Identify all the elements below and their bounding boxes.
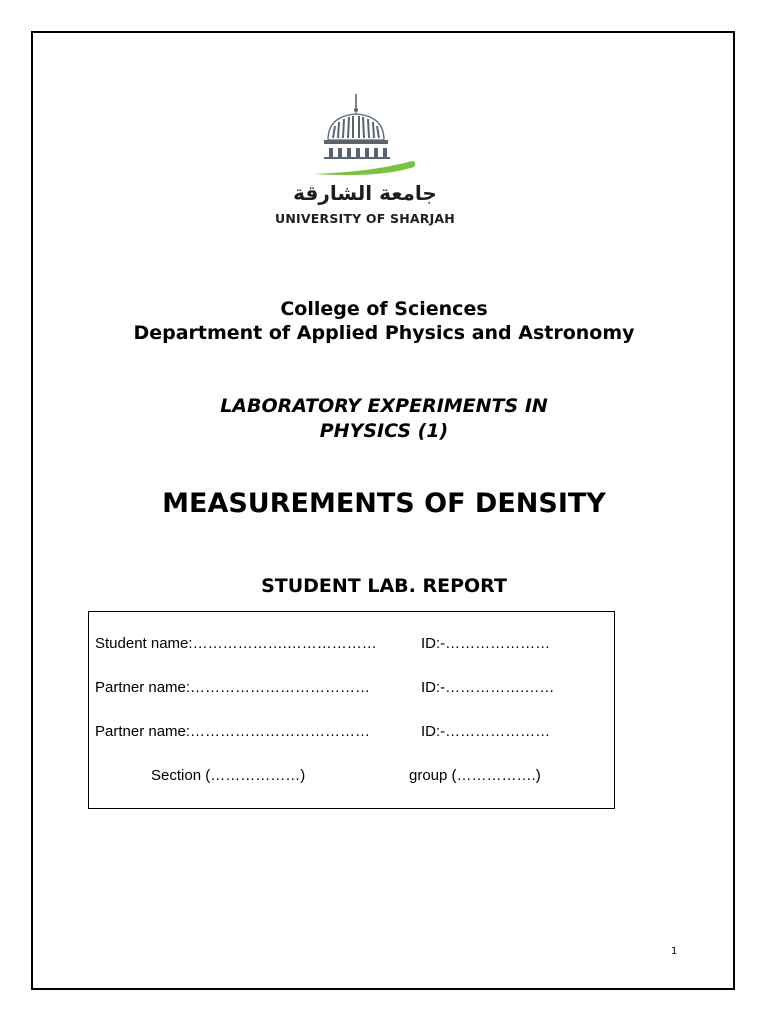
partner1-id-field[interactable]: ID:-…………….…… (421, 679, 555, 696)
logo-arabic-text: جامعة الشارقة (293, 181, 437, 205)
student-info-form (88, 611, 615, 809)
student-name-field[interactable]: Student name:……………….……………… (95, 635, 377, 652)
partner1-name-field[interactable]: Partner name:……………………………… (95, 679, 371, 696)
partner2-id-field[interactable]: ID:-………………… (421, 723, 551, 740)
college-name: College of Sciences (280, 298, 488, 320)
course-title-line2: PHYSICS (1) (319, 420, 449, 442)
group-field[interactable]: group (…………….) (409, 767, 541, 784)
logo-english-text: UNIVERSITY OF SHARJAH (275, 211, 455, 226)
university-logo (270, 90, 460, 235)
department-name: Department of Applied Physics and Astronomy (133, 322, 635, 344)
experiment-title: MEASUREMENTS OF DENSITY (162, 488, 606, 519)
dome-emblem-icon (270, 90, 460, 182)
student-id-field[interactable]: ID:-………………… (421, 635, 551, 652)
course-title-line1: LABORATORY EXPERIMENTS IN (220, 395, 548, 417)
section-field[interactable]: Section (………………) (151, 767, 306, 784)
report-title: STUDENT LAB. REPORT (261, 575, 507, 597)
partner2-name-field[interactable]: Partner name:……………………………… (95, 723, 371, 740)
page-number: 1 (671, 946, 678, 957)
